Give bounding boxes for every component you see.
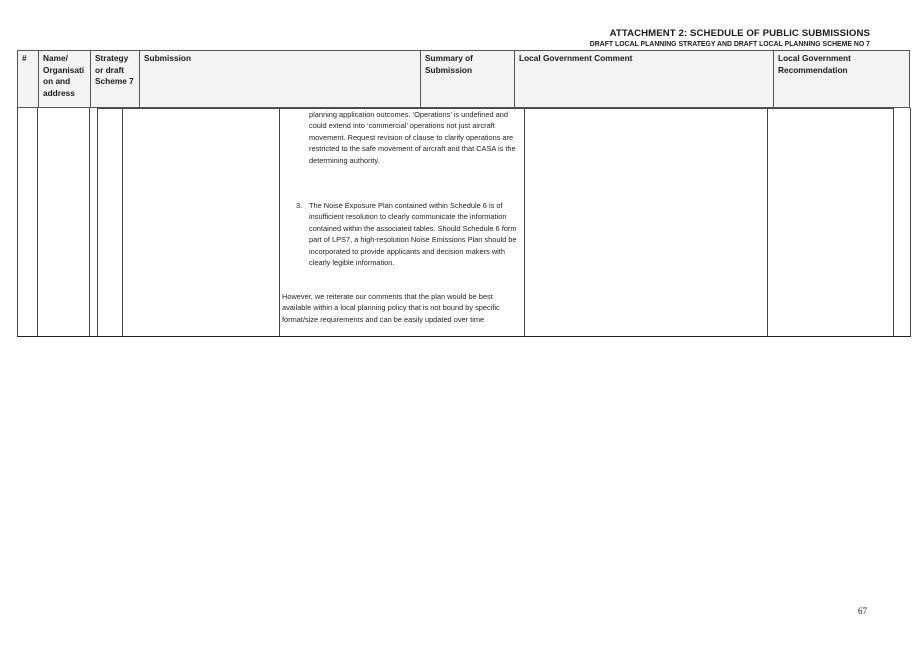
col-summary-header: Summary of Submission	[420, 51, 514, 107]
page-number: 67	[858, 606, 867, 616]
col-submission-header: Submission	[139, 51, 420, 107]
attachment-title: ATTACHMENT 2: SCHEDULE OF PUBLIC SUBMISSIONS	[609, 28, 870, 39]
table-header	[17, 50, 910, 108]
col-recommendation-header: Local Government Recommendation	[773, 51, 909, 107]
col-number-header: #	[22, 53, 27, 63]
col-comment-header: Local Government Comment	[514, 51, 773, 107]
submission-item-number: 3.	[296, 201, 303, 210]
submission-continued-paragraph: planning application outcomes. ‘Operations’ is undefined and could extend into ‘commercial’ operations not just aircraft movement. Request revision of clause to clarify operations are restricted to the safe movement of aircraft and that CASA is the determining authority.	[309, 110, 516, 165]
submission-item-3: The Noise Exposure Plan contained within Schedule 6 is of insufficient resolution to clearly communicate the information contained within the associated tables. Should Schedule 6 form part of LPS7, a high-resolution Noise Emissions Plan should be incorporated to provide applicants and decision makers with clearly legible information.	[309, 201, 517, 268]
col-name-header: Name/ Organisati on and address	[38, 51, 90, 107]
attachment-subtitle: DRAFT LOCAL PLANNING STRATEGY AND DRAFT LOCAL PLANNING SCHEME NO 7	[589, 41, 870, 48]
submission-closing-paragraph: However, we reiterate our comments that the plan would be best available within a local planning policy that is not bound by specific format/size requirements and can be easily updated over time	[282, 292, 500, 324]
col-strategy-header: Strategy or draft Scheme 7	[90, 51, 139, 107]
